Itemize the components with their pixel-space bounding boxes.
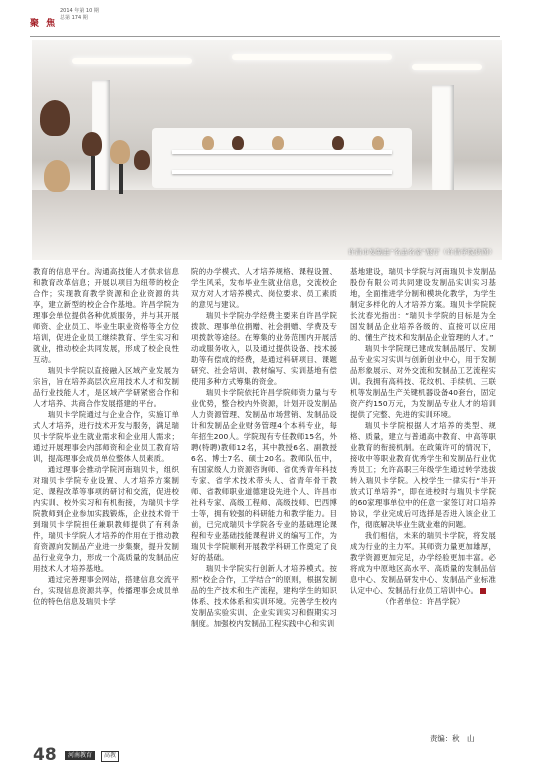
photo-mannequin (272, 136, 284, 150)
paragraph: 通过完善理事会网站，搭建信息交流平台，实现信息资源共享，传播理事会成员单位的特色信息及瑞贝卡学 (33, 575, 179, 606)
header-rule (30, 36, 500, 37)
paragraph: 通过理事会推动学院河南瑞贝卡，组织对瑞贝卡学院专业设置、人才培养方案制定、课程改革等事项的研讨和交流，促进校内实训、校外实习和有机衔接，为瑞贝卡学院教师到企业参加实践锻炼，企业技术骨干到瑞贝卡学院担任兼职教师提供了有利条件，瑞贝卡学院人才培养的作用在于推动教育资源向发制品产业进一步集聚，提升发制品行业竞争力，形成一个高质量的发制品应用技术人才培养基地。 (33, 465, 179, 573)
magazine-name: 河南教育 (65, 751, 95, 760)
paragraph: 瑞贝卡学院根据人才培养的类型、规格、质量，建立与普通高中教育、中高等职业教育的衔接机制。在政策许可的情况下，接收中等职业教育优秀学生和发制品行业优秀员工；允许高职三年级学生通过转学选拔转入瑞贝卡学院。入校学生一律实行“半开放式订单培养”，即在进校时与瑞贝卡学院的60家理事单位中的任意一家签订对口培养协议，学业完成后可选择是否进入该企业工作，彻底解决毕业生就业难的问题。 (350, 421, 496, 529)
photo-mannequin (110, 140, 130, 164)
paragraph: 院的办学模式、人才培养规格、课程设置、学生风采，发布毕业生就业信息，交流校企双方对人才培养模式、岗位要求、员工素质的意见与建议。 (191, 267, 337, 309)
photo-pillar (432, 85, 454, 200)
paragraph: 瑞贝卡学院通过与企业合作，实施订单式人才培养，进行技术开发与服务，满足瑞贝卡学院毕业生就业需求和企业用人需求；通过开展理事会内部师资和企业员工教育培训，提高理事会成员单位整体人员素质。 (33, 410, 179, 463)
paragraph: 瑞贝卡学院办学经费主要来自许昌学院拨款、理事单位捐赠、社会捐赠、学费及专项拨款等途径。在筹集的业务范围内开展活动或服务收入，以及通过提供设备、技术援助等有偿成的经费，是通过科研项目、课题研究、社会培训、教材编写、实训基地有偿使用多种方式筹集的资金。 (191, 311, 337, 386)
photo-mannequin (44, 160, 70, 192)
text-column-3 (350, 266, 496, 607)
author-byline: （作者单位：许昌学院） (381, 597, 465, 606)
page-number: 48 (33, 745, 57, 765)
issue-line-2: 总第 174 期 (60, 15, 88, 21)
paragraph: 瑞贝卡学院实行创新人才培养模式。按照“校企合作，工学结合”的原则，根据发制品的生产技术和生产流程，建构学生的知识体系、技术体系和实训环境。完善学生校内发制品实验实训、企业实训实习和假期实习制度。加强校内发制品工程实践中心和实训 (191, 564, 337, 628)
paragraph: 教育的信息平台。沟通高技能人才供求信息和教育改革信息；开展以项目为纽带的校企合作；实现教育教学资源和企业资源的共享，建立新型的校企合作基地。许昌学院为理事会单位提供各种优质服务，并与其开展师资、企业员工、毕业生职业资格等全方位培训，促进企业员工继续教育、学生实习和就业，推动校企共同发展，形成了校企良性互动。 (33, 267, 179, 364)
end-mark-icon (480, 588, 486, 594)
edition-label: 高教 (101, 751, 119, 762)
page-header (0, 0, 543, 38)
photo-mannequin (40, 100, 70, 136)
paragraph: 瑞贝卡学院以直接融入区域产业发展为宗旨，旨在培养高层次应用技术人才和发制品行业技能人才，是区域产学研紧密合作和人才培养、共商合作发展搭建的平台。 (33, 366, 179, 408)
photo-ceiling-light (232, 54, 392, 60)
issue-info (60, 8, 99, 22)
photo-shelf (172, 150, 392, 154)
photo-mannequin (232, 136, 244, 150)
column-title: 聚 焦 (30, 19, 58, 29)
photo-mannequin (372, 136, 384, 150)
paragraph-text: 我们相信，未来的瑞贝卡学院，将发展成为行业的主力军。其师资力量更加雄厚，教学资源更加完足，办学经验更加丰富。必将成为中原地区高水平、高质量的发制品信息中心、发制品研发中心、发制品产业标准认定中心、发制品行业员工培训中心。 (350, 531, 496, 595)
photo-mannequin-stand (91, 156, 95, 190)
photo-mannequin (134, 150, 150, 170)
photo-ceiling-light (72, 58, 192, 64)
photo-mannequin (332, 136, 344, 150)
photo-ceiling-light (412, 64, 482, 70)
issue-line-1: 2014 年第 10 期 (60, 8, 99, 14)
photo-caption: 许昌市发制品“名品名家”展厅（许昌学院供图） (348, 248, 496, 256)
photo-mannequin (202, 136, 214, 150)
photo-mannequin (82, 132, 102, 156)
paragraph: 基地建设，瑞贝卡学院与河南瑞贝卡发制品股份有限公司共同建设发制品实训实习基地，全面推进学分制和模块化教学，为学生制定多样化的人才培养方案。瑞贝卡学院院长沈春光指出：“瑞贝卡学院的目标是为全国发制品企业培养各级的、直接可以应用的、懂生产技术和发制品企业管理的人才。” (350, 267, 496, 342)
paragraph: 瑞贝卡学院现已建成发制品展厅、发制品专业实习实训与创新创业中心，用于发制品形象展示、对外交流和发制品工艺流程实训。我拥有高科技、花纹机、手续机、三联机等发制品生产关键机器设备40套台，固定资产约150万元，为发制品专业人才的培训提供了完整、先进的实训环境。 (350, 344, 496, 419)
text-column-2 (191, 266, 337, 629)
exhibition-hall-photo (32, 40, 502, 260)
photo-mannequin-stand (119, 164, 123, 194)
page-footer (33, 745, 503, 765)
paragraph-last (350, 530, 496, 596)
editor-credit: 责编：秋 山 (430, 734, 475, 743)
photo-shelf (172, 170, 392, 174)
text-column-1 (33, 266, 179, 607)
paragraph: 瑞贝卡学院依托许昌学院师资力量与专业优势，整合校内外资源，计划开设发制品人力资源管理、发制品市场营销、发制品设计和发制品企业财务管理4个本科专业，每年招生200人。学院现有专任教师15名，外聘(特聘)教师12名，其中教授6名、副教授6名、博士7名、硕士20名。教师队伍中，有国家级人力资源咨询师、省优秀青年科技专家、省学术技术带头人、省青年骨干教师、省教师职业道德建设先进个人、许昌市社科专家、高级工程师、高级技师、巴西博士等，拥有较强的科研能力和教学能力。目前，已完成瑞贝卡学院各专业的基础理论课程和专业基础技能课程讲义的编写工作，为瑞贝卡学院顺利开展教学科研工作奠定了良好的基础。 (191, 388, 337, 562)
